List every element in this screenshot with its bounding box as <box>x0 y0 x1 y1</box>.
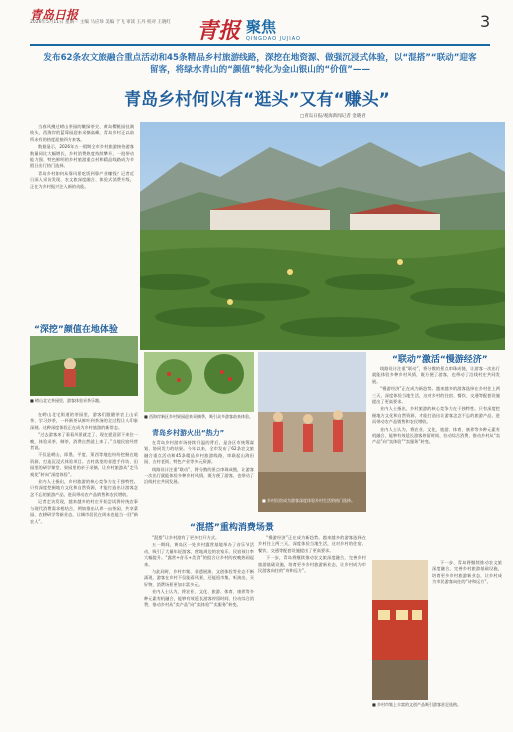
section-subtitle: QINGDAO JUJIAO <box>246 36 301 42</box>
column-b <box>144 535 254 609</box>
intro-paragraph: 数据显示，2026年五一假期全市乡村旅游接待游客数量同比大幅增长，乡村消费热度持续攀升，一批带动能力强、特色鲜明的乡村旅游重点村和精品线路成为节假日出行热门选择。 <box>30 144 134 169</box>
market-photo <box>372 560 428 700</box>
caption: ■ 西海岸新区乡村果园迎来采摘季，吸引众多游客前来体验。 <box>144 414 254 419</box>
column-c <box>258 535 366 575</box>
intro-block <box>30 124 134 191</box>
paragraph: 业内人士认为，将农业、文化、旅游、体育、康养等多种元素有机融合，能够有效延长游客停留时间、拉动综合消费，推动乡村从“卖产品”向“卖体验”“卖服务”转变。 <box>144 589 254 608</box>
subheading-4: “联动”激活“慢游经济” <box>392 355 488 365</box>
newspaper-logo: 青岛日报 <box>30 8 79 22</box>
paragraph: 业内人士指出，乡村旅游的核心竞争力在于独特性。只有深度挖掘地方文化和自然资源，才能打造出让游客念念不忘的旅游产品，进而带动农产品销售和农民增收。 <box>30 479 138 497</box>
header-divider <box>30 44 490 46</box>
orchard-photo <box>144 352 254 412</box>
byline: □青岛日报/观海新闻记者 金晓君 <box>300 114 366 119</box>
paragraph: “慢游经济”正在成为新趋势。越来越多的游客选择在乡村住上两三天，深度体验当地生活，这对乡村的住宿、餐饮、交通等配套设施提出了更高要求。 <box>372 386 500 405</box>
caption: ■ 乡村市集上丰富的文创产品吸引游客驻足选购。 <box>372 702 462 707</box>
column-b-top <box>144 440 254 487</box>
paragraph: 线路设计注重“联动”，将分散的景点串珠成链，让游客一次出行就能体验多种乡村风情，既方便了游客，也带动了沿线村庄共同发展。 <box>144 466 254 485</box>
intro-paragraph: 当春风拂过崂山茶园的嫩绿茶尖、黄岛樱桃园挂满枝头、西海岸的蓝莓园迎来采摘高峰，青岛乡村正以前所未有的热度迎接四方来客。 <box>30 124 134 142</box>
paragraph: 下一步，青岛将继续推动农文旅深度融合，完善乡村旅游基础设施，培育更多乡村旅游新业态，让乡村成为市民游客向往的“诗和远方”。 <box>432 560 502 585</box>
paragraph: “过去游客来了看看风景就走了，现在愿意留下来住一晚，体验采茶、制茶，消费自然就上来了。”当地民宿经营者说。 <box>30 432 138 451</box>
paragraph: 在崂山北宅街道的茶园里，游客们跟随茶农上山采茶、学习炒茶，一杯新茶从鲜叶到茶汤的全过程让人印象深刻。这种深度体验正在成为乡村旅游的新常态。 <box>30 412 138 430</box>
paragraph: 与此同时，乡村市集、非遗展演、文创体验等业态不断涌现，游客在乡村不仅能看风景，还能逛市集、听演出、买好物，消费场景更加丰富多元。 <box>144 569 254 587</box>
tea-photo <box>30 336 138 396</box>
paragraph: 不仅是崂山，即墨、平度、莱西等地也纷纷挖掘在地资源，打造沉浸式体验项目。古村落里的非遗手作坊、田园里的研学课堂、果园里的亲子采摘，让乡村旅游从“走马观花”转向“深度体验”。 <box>30 452 138 477</box>
paragraph: 记者走访发现，越来越多的村庄开始尝试将传统农事与现代消费需求相结合，例如推出认养一亩茶园、共享菜园、农耕研学等新业态，让城市居民在周末也能当一回“新农人”。 <box>30 499 138 524</box>
folk-photo <box>258 352 366 512</box>
kicker-text: 发布62条农文旅融合重点活动和45条精品乡村旅游线路，深挖在地资源、做强沉浸式体验，以“混搭”“联动”迎客留客，将绿水青山的“颜值”转化为金山银山的“价值”—— <box>43 53 477 75</box>
paragraph: 五一期间，黄岛区一处乡村露营基地举办了音乐节活动，吸引了大量年轻游客，营地周边的农家乐、民宿预订率大幅提升。“露营+音乐+美食”的组合让乡村的夜晚热闹起来。 <box>144 542 254 567</box>
paragraph: “慢游经济”正在成为新趋势。越来越多的游客选择在乡村住上两三天，深度体验当地生活，这对乡村的住宿、餐饮、交通等配套设施提出了更高要求。 <box>258 535 366 553</box>
section-title: 聚焦 <box>246 18 277 36</box>
date-line: 2026年5月11日 星期一 主编 马应珍 美编 于飞 审读 王丹 校对 王晓红 <box>30 20 171 25</box>
paragraph: 业内人士认为，将农业、文化、旅游、体育、康养等多种元素有机融合，能够有效延长游客停留时间、拉动综合消费，推动乡村从“卖产品”向“卖体验”“卖服务”转变。 <box>372 426 500 445</box>
paragraph: 线路设计注重“联动”，将分散的景点串珠成链，让游客一次出行就能体验多种乡村风情，既方便了游客，也带动了沿线村庄共同发展。 <box>372 366 500 384</box>
hero-photo <box>140 122 505 350</box>
paragraph: 业内人士指出，乡村旅游的核心竞争力在于独特性。只有深度挖掘地方文化和自然资源，才能打造出让游客念念不忘的旅游产品，进而带动农产品销售和农民增收。 <box>372 406 500 425</box>
subheading-2: 青岛乡村游火出“热力” <box>152 429 225 437</box>
page-headline: 青岛乡村何以有“逛头”又有“赚头” <box>124 90 390 110</box>
paragraph: “混搭”让乡村游有了更多打开方式。 <box>152 535 220 540</box>
paragraph: 下一步，青岛将继续推动农文旅深度融合，完善乡村旅游基础设施，培育更多乡村旅游新业态，让乡村成为市民游客向往的“诗和远方”。 <box>258 555 366 574</box>
page-number: 3 <box>480 12 491 31</box>
subheading-1: “深挖”颜值在地体验 <box>34 325 118 335</box>
intro-paragraph: 青岛乡村如何从靠风景吃饭到靠产业赚钱？记者近日深入采访发现，农文旅深度融合、体验式消费升级，正在为乡村振兴注入新的动能。 <box>30 170 134 189</box>
column-d <box>372 366 500 447</box>
subheading-3: “混搭”重构消费场景 <box>190 523 274 533</box>
caption: ■ 崂山北宅茶园里，游客体验采茶乐趣。 <box>30 398 104 403</box>
column-a <box>30 412 138 526</box>
paragraph: 在青岛乡村游市场持续升温的背后，是各区市统筹谋划、协同发力的结果。今年以来，全市发布了62条农文旅融合重点活动和45条精品乡村旅游线路，串联起山海田园、古村老街、特色产业等多元资源。 <box>144 440 254 465</box>
column-d-bottom <box>432 560 502 587</box>
section-logo: 青报 <box>196 18 241 44</box>
caption: ■ 乡村民宿成为游客深度体验乡村生活的热门选择。 <box>262 498 356 503</box>
